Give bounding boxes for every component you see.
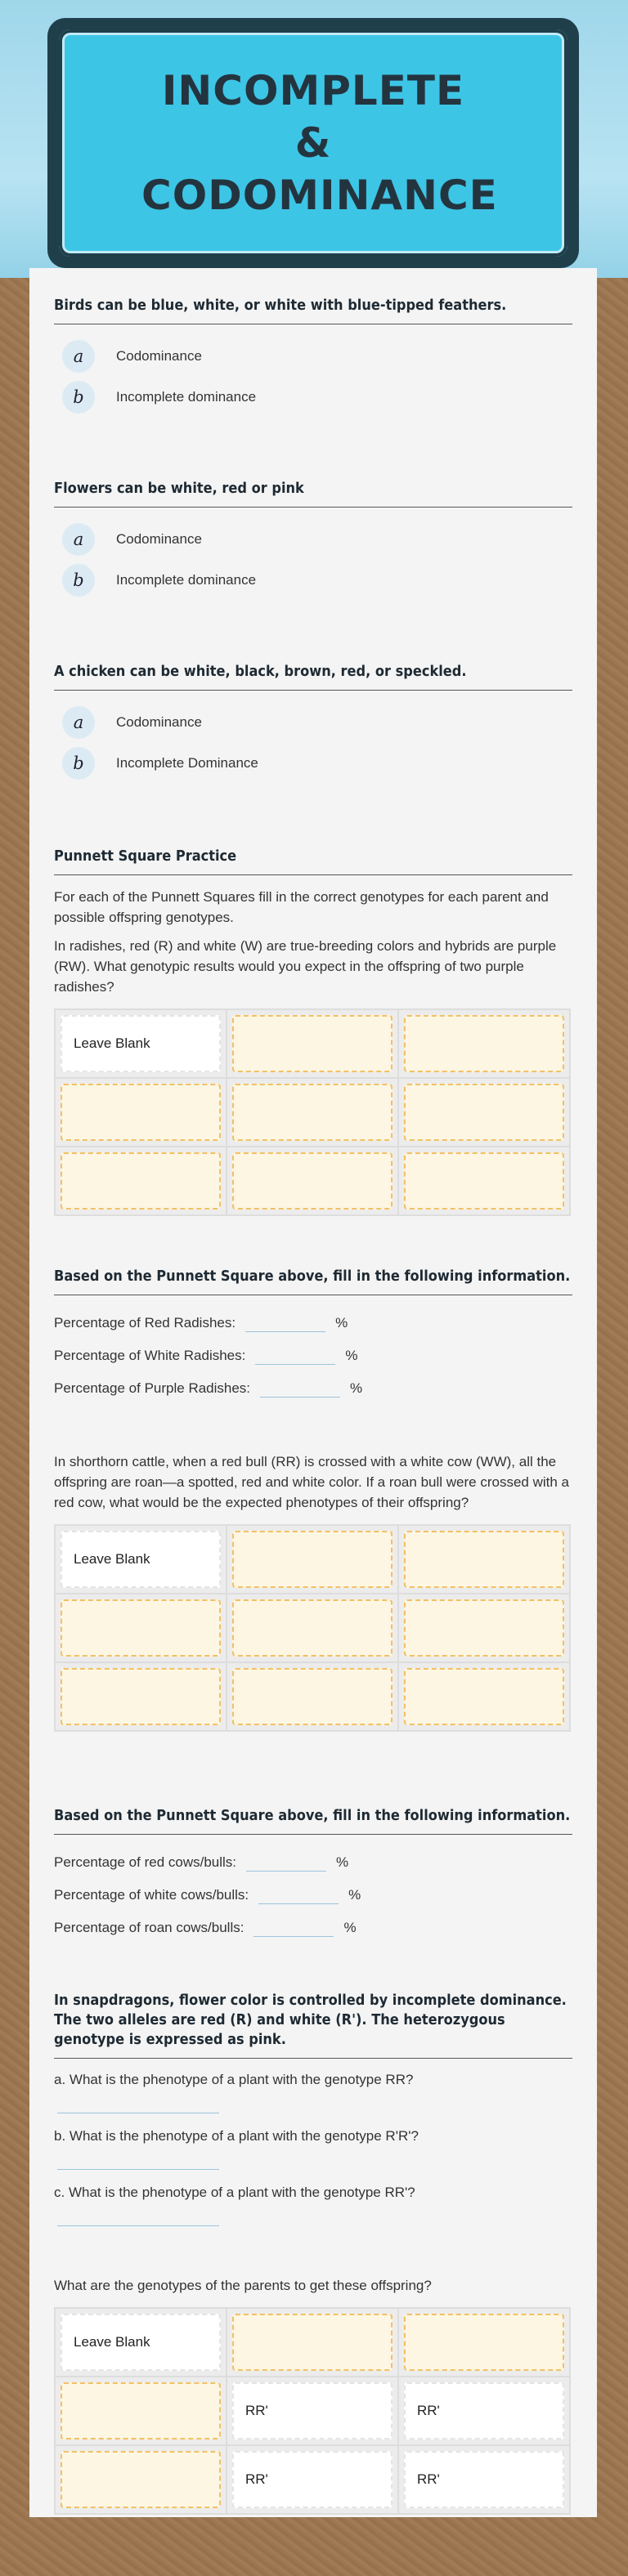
given-genotype: RR' [232,2382,392,2440]
fill-row [54,1339,572,1372]
option-b[interactable] [62,743,572,784]
genotype-input[interactable] [61,2382,221,2440]
genotype-input[interactable] [404,2314,564,2371]
fill-label: Percentage of Purple Radishes: [54,1380,251,1396]
percentage-input[interactable] [246,1854,326,1872]
percentage-input[interactable] [255,1348,335,1365]
radish-percentages [54,1267,572,1405]
option-a[interactable] [62,336,572,377]
genotype-input[interactable] [61,1668,221,1725]
genotype-input[interactable] [404,1531,564,1588]
question-b: b. What is the phenotype of a plant with the genotype R'R'? [54,2128,419,2144]
section-title: Punnett Square Practice [54,847,572,875]
option-label: Codominance [116,531,202,547]
genotype-input[interactable] [404,1668,564,1725]
given-genotype: RR' [404,2451,564,2508]
unit: % [345,1348,358,1363]
option-label: Incomplete dominance [116,389,257,405]
fill-label: Percentage of white cows/bulls: [54,1887,249,1903]
given-genotype: RR' [404,2382,564,2440]
answer-input-c[interactable] [57,2203,219,2226]
page-title: INCOMPLETE & CODOMINANCE [141,67,498,219]
unit: % [343,1920,357,1935]
option-letter: b [62,564,95,597]
punnett-practice [54,847,572,1216]
option-b[interactable] [62,560,572,601]
question-title: A chicken can be white, black, brown, red, or speckled. [54,662,572,691]
punnett-square-2 [54,1524,571,1732]
cattle-question [54,1451,572,1732]
percentage-input[interactable] [260,1380,340,1398]
cattle-percentages [54,1806,572,1944]
fill-row [54,1879,572,1912]
question-1 [54,296,572,418]
question-c: c. What is the phenotype of a plant with the genotype RR'? [54,2185,415,2200]
question-title: Birds can be blue, white, or white with blue-tipped feathers. [54,296,572,324]
blank-cell: Leave Blank [61,2314,221,2371]
option-letter: b [62,747,95,780]
worksheet [29,268,597,2517]
genotype-input[interactable] [61,1599,221,1657]
section-title: In snapdragons, flower color is controlled by incomplete dominance. The two alleles are red (R) and white (R'). The heterozygous genotype is expressed as pink. [54,1991,572,2059]
genotype-input[interactable] [232,1531,392,1588]
percentage-input[interactable] [245,1315,325,1332]
question-text: What are the genotypes of the parents to get these offspring? [54,2278,432,2293]
punnett-square-1 [54,1008,571,1216]
instructions: For each of the Punnett Squares fill in the correct genotypes for each parent and possible offspring genotypes. [54,889,549,925]
fill-label: Percentage of roan cows/bulls: [54,1920,244,1935]
title-card [47,18,579,268]
option-letter: a [62,340,95,373]
genotype-input[interactable] [404,1015,564,1072]
blank-cell: Leave Blank [61,1531,221,1588]
genotype-input[interactable] [61,2451,221,2508]
unit: % [350,1380,363,1396]
option-letter: a [62,523,95,556]
option-label: Codominance [116,714,202,730]
unit: % [335,1315,348,1330]
option-a[interactable] [62,519,572,560]
blank-cell: Leave Blank [61,1015,221,1072]
answer-input-a[interactable] [57,2090,219,2113]
unit: % [336,1854,349,1870]
question-text: In shorthorn cattle, when a red bull (RR) is crossed with a white cow (WW), all the offspring are roan—a spotted, red and white color. If a roan bull were crossed with a red cow, what would be the expected phenotypes of their offspring? [54,1454,569,1510]
genotype-input[interactable] [232,1599,392,1657]
genotype-input[interactable] [232,1084,392,1141]
fill-row [54,1846,572,1879]
section-title: Based on the Punnett Square above, fill in the following information. [54,1267,572,1295]
genotype-input[interactable] [404,1152,564,1210]
genotype-input[interactable] [61,1152,221,1210]
genotype-input[interactable] [232,1668,392,1725]
fill-label: Percentage of White Radishes: [54,1348,246,1363]
question-2 [54,479,572,601]
fill-row [54,1912,572,1944]
genotype-input[interactable] [404,1084,564,1141]
option-a[interactable] [62,702,572,743]
genotype-input[interactable] [61,1084,221,1141]
genotype-input[interactable] [232,1015,392,1072]
option-letter: a [62,706,95,739]
genotype-input[interactable] [232,2314,392,2371]
answer-input-b[interactable] [57,2146,219,2170]
fill-label: Percentage of Red Radishes: [54,1315,236,1330]
snapdragon-question [54,1991,572,2233]
section-title: Based on the Punnett Square above, fill in the following information. [54,1806,572,1835]
option-label: Codominance [116,348,202,364]
punnett-square-3 [54,2307,571,2515]
option-b[interactable] [62,377,572,418]
question-text: In radishes, red (R) and white (W) are true-breeding colors and hybrids are purple (RW). What genotypic results would you expect in the offspring of two purple radishes? [54,938,557,995]
percentage-input[interactable] [253,1920,334,1937]
option-label: Incomplete Dominance [116,755,258,771]
option-label: Incomplete dominance [116,572,257,588]
question-3 [54,662,572,784]
fill-row [54,1372,572,1405]
percentage-input[interactable] [258,1887,339,1904]
question-title: Flowers can be white, red or pink [54,479,572,508]
parents-question [54,2275,572,2515]
genotype-input[interactable] [232,1152,392,1210]
fill-label: Percentage of red cows/bulls: [54,1854,237,1870]
option-letter: b [62,381,95,414]
question-a: a. What is the phenotype of a plant with the genotype RR? [54,2072,414,2087]
unit: % [348,1887,361,1903]
fill-row [54,1307,572,1339]
genotype-input[interactable] [404,1599,564,1657]
given-genotype: RR' [232,2451,392,2508]
